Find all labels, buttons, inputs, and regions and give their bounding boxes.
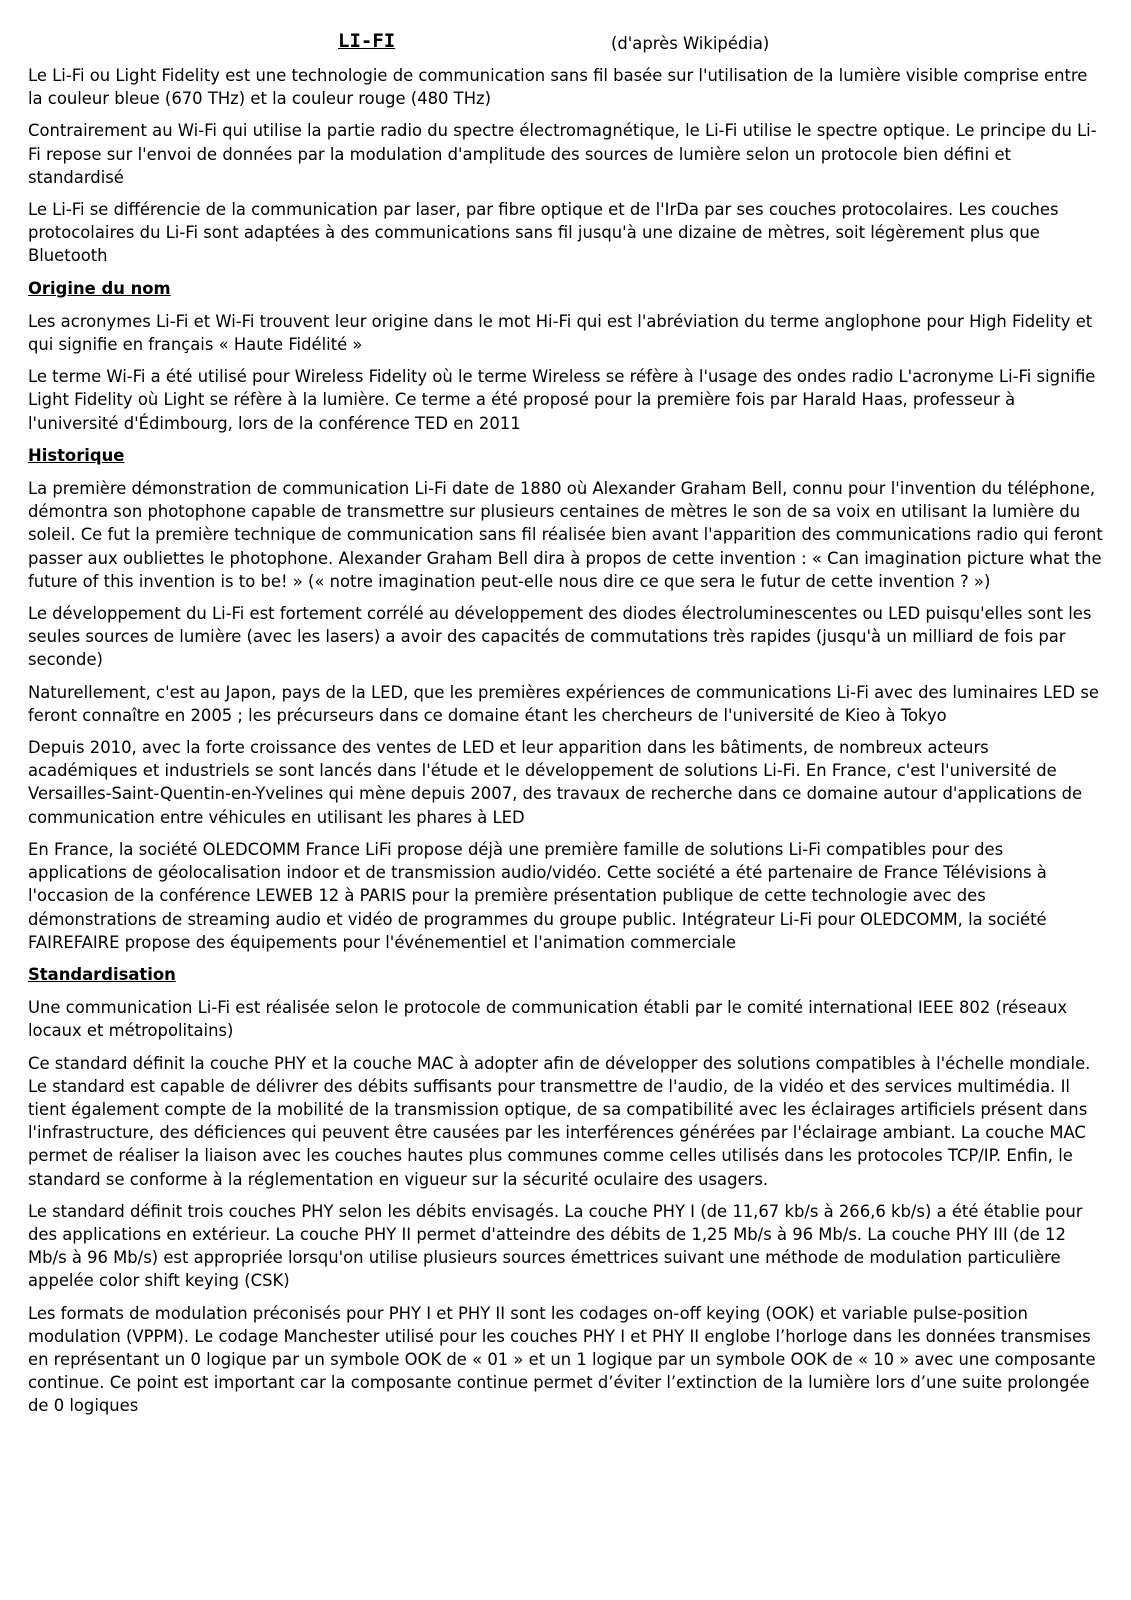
historique-section — [28, 444, 1103, 954]
standardisation-section — [28, 963, 1103, 1418]
paragraph: Contrairement au Wi-Fi qui utilise la partie radio du spectre électromagnétique, le Li-Fi utilise le spectre optique. Le principe du Li-Fi repose sur l'envoi de données par la modulation d'amplitude des sources de lumière selon un protocole bien défini et standardisé — [28, 121, 1097, 187]
paragraph: Le standard définit trois couches PHY selon les débits envisagés. La couche PHY I (de 11,67 kb/s à 266,6 kb/s) a été établie pour des applications en extérieur. La couche PHY II permet d'atteindre des débits de 1,25 Mb/s à 96 Mb/s. La couche PHY III (de 12 Mb/s à 96 Mb/s) est appropriée lorsqu'on utilise plusieurs sources émettrices suivant une méthode de modulation particulière appelée color shift keying (CSK) — [28, 1201, 1083, 1291]
source-note: (d'après Wikipédia) — [611, 34, 770, 53]
paragraph: Le terme Wi-Fi a été utilisé pour Wireless Fidelity où le terme Wireless se réfère à l'usage des ondes radio L'acronyme Li-Fi signifie Light Fidelity où Light se réfère à la lumière. Ce terme a été proposé pour la première fois par Harald Haas, professeur à l'université d'Édimbourg, lors de la conférence TED en 2011 — [28, 367, 1096, 433]
paragraph: Le Li-Fi ou Light Fidelity est une technologie de communication sans fil basée sur l'utilisation de la lumière visible comprise entre la couleur bleue (670 THz) et la couleur rouge (480 THz) — [28, 66, 1088, 109]
title-row — [28, 30, 1103, 56]
paragraph: Le Li-Fi se différencie de la communication par laser, par fibre optique et de l'IrDa par ses couches protocolaires. Les couches protocolaires du Li-Fi sont adaptées à des communications sans fil jusqu'à une dizaine de mètres, soit légèrement plus que Bluetooth — [28, 200, 1059, 266]
paragraph: Naturellement, c'est au Japon, pays de la LED, que les premières expériences de communications Li-Fi avec des luminaires LED se feront connaître en 2005 ; les précurseurs dans ce domaine étant les chercheurs de l'université de Kieo à Tokyo — [28, 682, 1099, 725]
intro-section — [28, 64, 1103, 268]
section-heading: Origine du nom — [28, 278, 171, 298]
paragraph: Le développement du Li-Fi est fortement corrélé au développement des diodes électroluminescentes ou LED puisqu'elles sont les seules sources de lumière (avec les lasers) a avoir des capacités de commutations très rapides (jusqu'à un milliard de fois par seconde) — [28, 604, 1092, 670]
section-heading: Historique — [28, 445, 125, 465]
paragraph: En France, la société OLEDCOMM France LiFi propose déjà une première famille de solutions Li-Fi compatibles pour des applications de géolocalisation indoor et de transmission audio/vidéo. Cette société a été partenaire de France Télévisions à l'occasion de la conférence LEWEB 12 à PARIS pour la première présentation publique de cette technologie avec des démonstrations de streaming audio et vidéo de programmes du groupe public. Intégrateur Li-Fi pour OLEDCOMM, la société FAIREFAIRE propose des équipements pour l'événementiel et l'animation commerciale — [28, 839, 1047, 952]
document-title: LI-FI — [338, 30, 396, 52]
paragraph: Depuis 2010, avec la forte croissance des ventes de LED et leur apparition dans les bâtiments, de nombreux acteurs académiques et industriels se sont lancés dans l'étude et le développement de solutions Li-Fi. En France, c'est l'université de Versailles-Saint-Quentin-en-Yvelines qui mène depuis 2007, des travaux de recherche dans ce domaine autour d'applications de communication entre véhicules en utilisant les phares à LED — [28, 738, 1083, 827]
paragraph: Les formats de modulation préconisés pour PHY I et PHY II sont les codages on-off keying (OOK) et variable pulse-position modulation (VPPM). Le codage Manchester utilisé pour les couches PHY I et PHY II englobe l’horloge dans les données transmises en représentant un 0 logique par un symbole OOK de « 01 » et un 1 logique par un symbole OOK de « 10 » avec une composante continue. Ce point est important car la composante continue permet d’éviter l’extinction de la lumière lors d’une suite prolongée de 0 logiques — [28, 1303, 1096, 1416]
paragraph: Une communication Li-Fi est réalisée selon le protocole de communication établi par le comité international IEEE 802 (réseaux locaux et métropolitains) — [28, 998, 1068, 1041]
paragraph: La première démonstration de communication Li-Fi date de 1880 où Alexander Graham Bell, connu pour l'invention du téléphone, démontra son photophone capable de transmettre sur plusieurs centaines de mètres le son de sa voix en utilisant la lumière du soleil. Ce fut la première technique de communication sans fil réalisée bien avant l'apparition des communications radio qui feront passer aux oubliettes le photophone. Alexander Graham Bell dira à propos de cette invention : « Can imagination picture what the future of this invention is to be! » (« notre imagination peut-elle nous dire ce que sera le futur de cette invention ? ») — [28, 479, 1103, 591]
paragraph: Les acronymes Li-Fi et Wi-Fi trouvent leur origine dans le mot Hi-Fi qui est l'abréviation du terme anglophone pour High Fidelity et qui signifie en français « Haute Fidélité » — [28, 311, 1093, 355]
origine-section — [28, 277, 1103, 435]
section-heading: Standardisation — [28, 964, 176, 984]
paragraph: Ce standard définit la couche PHY et la couche MAC à adopter afin de développer des solutions compatibles à l'échelle mondiale. Le standard est capable de délivrer des débits suffisants pour transmettre de l'audio, de la vidéo et des services multimédia. Il tient également compte de la mobilité de la transmission optique, de sa compatibilité avec les éclairages artificiels présent dans l'infrastructure, des déficiences qui peuvent être causées par les interférences générées par l'éclairage ambiant. La couche MAC permet de réaliser la liaison avec les couches hautes plus communes comme celles utilisés dans les protocoles TCP/IP. Enfin, le standard se conforme à la réglementation en vigueur sur la sécurité oculaire des usagers. — [28, 1053, 1091, 1189]
